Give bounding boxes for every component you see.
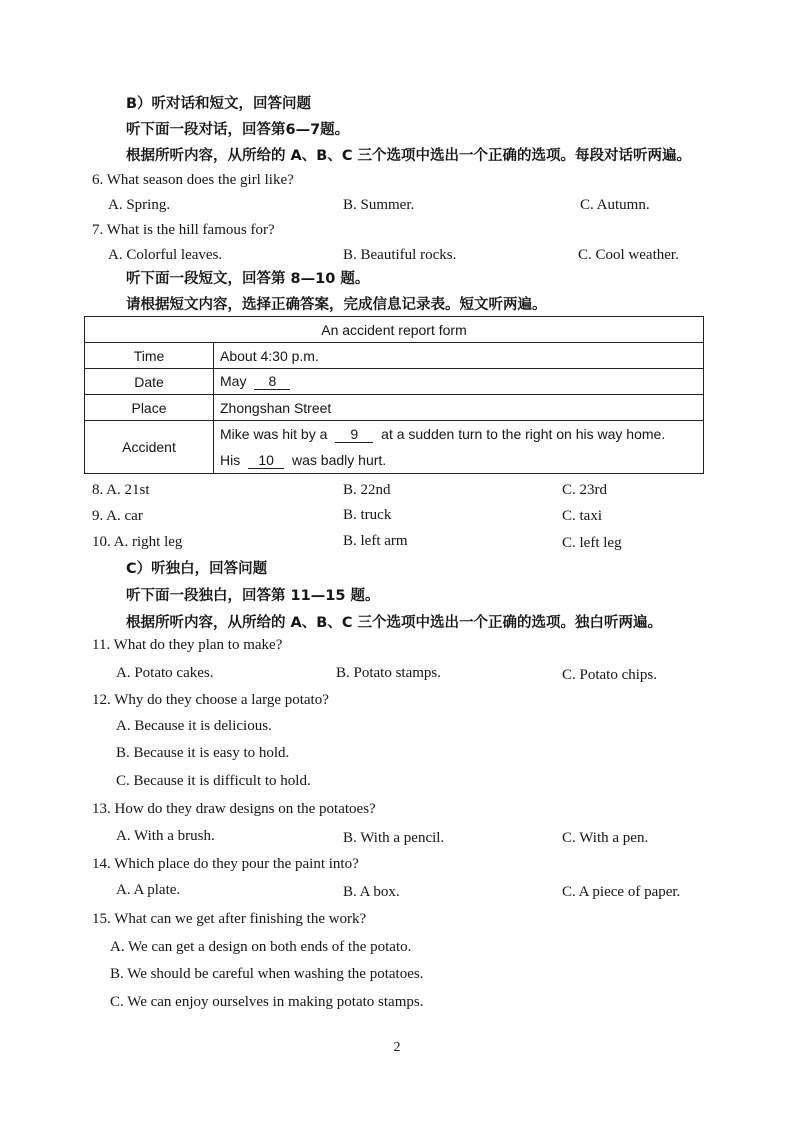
form-date-value bbox=[214, 369, 704, 395]
q12-option-b: B. Because it is easy to hold. bbox=[116, 745, 290, 761]
accident-line-2-end: was badly hurt. bbox=[292, 452, 387, 468]
blank-9: 9 bbox=[335, 426, 373, 443]
q10-option-c: C. left leg bbox=[562, 535, 622, 551]
q6-option-c: C. Autumn. bbox=[580, 197, 650, 213]
form-date-prefix: May bbox=[220, 373, 247, 389]
q7-option-a: A. Colorful leaves. bbox=[108, 247, 223, 263]
dialogue-intro: 听下面一段对话，回答第6—7题。 bbox=[126, 122, 350, 138]
q8-option-a: 8. A. 21st bbox=[92, 482, 150, 498]
question-6: 6. What season does the girl like? bbox=[92, 172, 294, 188]
monologue-intro: 听下面一段独白，回答第 11—15 题。 bbox=[126, 588, 380, 604]
form-date-label: Date bbox=[85, 369, 214, 395]
q10-option-a: 10. A. right leg bbox=[92, 534, 183, 550]
q13-option-b: B. With a pencil. bbox=[343, 830, 445, 846]
dialogue-instructions: 根据所听内容，从所给的 A、B、C 三个选项中选出一个正确的选项。每段对话听两遍。 bbox=[126, 148, 692, 164]
q6-option-b: B. Summer. bbox=[343, 197, 415, 213]
passage-instructions: 请根据短文内容，选择正确答案，完成信息记录表。短文听两遍。 bbox=[126, 297, 547, 313]
q11-option-b: B. Potato stamps. bbox=[336, 665, 442, 681]
monologue-instructions: 根据所听内容，从所给的 A、B、C 三个选项中选出一个正确的选项。独白听两遍。 bbox=[126, 615, 663, 631]
q9-option-c: C. taxi bbox=[562, 508, 602, 524]
q11-option-c: C. Potato chips. bbox=[562, 667, 658, 683]
accident-line-2 bbox=[220, 447, 697, 473]
q10-option-b: B. left arm bbox=[343, 533, 408, 549]
question-13: 13. How do they draw designs on the potatoes? bbox=[92, 801, 376, 817]
question-14: 14. Which place do they pour the paint into? bbox=[92, 856, 359, 872]
q14-option-c: C. A piece of paper. bbox=[562, 884, 681, 900]
q14-option-a: A. A plate. bbox=[116, 882, 181, 898]
form-title: An accident report form bbox=[85, 317, 704, 343]
question-11: 11. What do they plan to make? bbox=[92, 637, 283, 653]
section-b-heading: B）听对话和短文，回答问题 bbox=[126, 96, 312, 112]
q15-option-a: A. We can get a design on both ends of the potato. bbox=[110, 939, 412, 955]
q13-option-a: A. With a brush. bbox=[116, 828, 215, 844]
accident-line-1-start: Mike was hit by a bbox=[220, 426, 328, 442]
blank-8: 8 bbox=[254, 373, 290, 390]
form-place-label: Place bbox=[85, 395, 214, 421]
q6-option-a: A. Spring. bbox=[108, 197, 171, 213]
form-accident-value bbox=[214, 421, 704, 474]
accident-report-form bbox=[84, 316, 704, 474]
passage-intro: 听下面一段短文，回答第 8—10 题。 bbox=[126, 271, 370, 287]
form-time-value: About 4:30 p.m. bbox=[214, 343, 704, 369]
q11-option-a: A. Potato cakes. bbox=[116, 665, 214, 681]
q8-option-b: B. 22nd bbox=[343, 482, 391, 498]
accident-line-2-start: His bbox=[220, 452, 241, 468]
question-7: 7. What is the hill famous for? bbox=[92, 222, 275, 238]
question-15: 15. What can we get after finishing the work? bbox=[92, 911, 367, 927]
q15-option-b: B. We should be careful when washing the potatoes. bbox=[110, 966, 424, 982]
accident-line-1 bbox=[220, 421, 697, 447]
form-accident-label: Accident bbox=[85, 421, 214, 474]
q15-option-c: C. We can enjoy ourselves in making potato stamps. bbox=[110, 994, 424, 1010]
q9-option-a: 9. A. car bbox=[92, 508, 143, 524]
blank-10: 10 bbox=[248, 452, 284, 469]
accident-line-1-end: at a sudden turn to the right on his way home. bbox=[381, 426, 666, 442]
section-c-heading: C）听独白，回答问题 bbox=[126, 561, 268, 577]
q7-option-c: C. Cool weather. bbox=[578, 247, 679, 263]
question-12: 12. Why do they choose a large potato? bbox=[92, 692, 329, 708]
q12-option-a: A. Because it is delicious. bbox=[116, 718, 272, 734]
q13-option-c: C. With a pen. bbox=[562, 830, 649, 846]
q9-option-b: B. truck bbox=[343, 507, 392, 523]
q14-option-b: B. A box. bbox=[343, 884, 400, 900]
page-number: 2 bbox=[393, 1040, 401, 1055]
q12-option-c: C. Because it is difficult to hold. bbox=[116, 773, 311, 789]
form-place-value: Zhongshan Street bbox=[214, 395, 704, 421]
form-time-label: Time bbox=[85, 343, 214, 369]
q8-option-c: C. 23rd bbox=[562, 482, 607, 498]
q7-option-b: B. Beautiful rocks. bbox=[343, 247, 457, 263]
